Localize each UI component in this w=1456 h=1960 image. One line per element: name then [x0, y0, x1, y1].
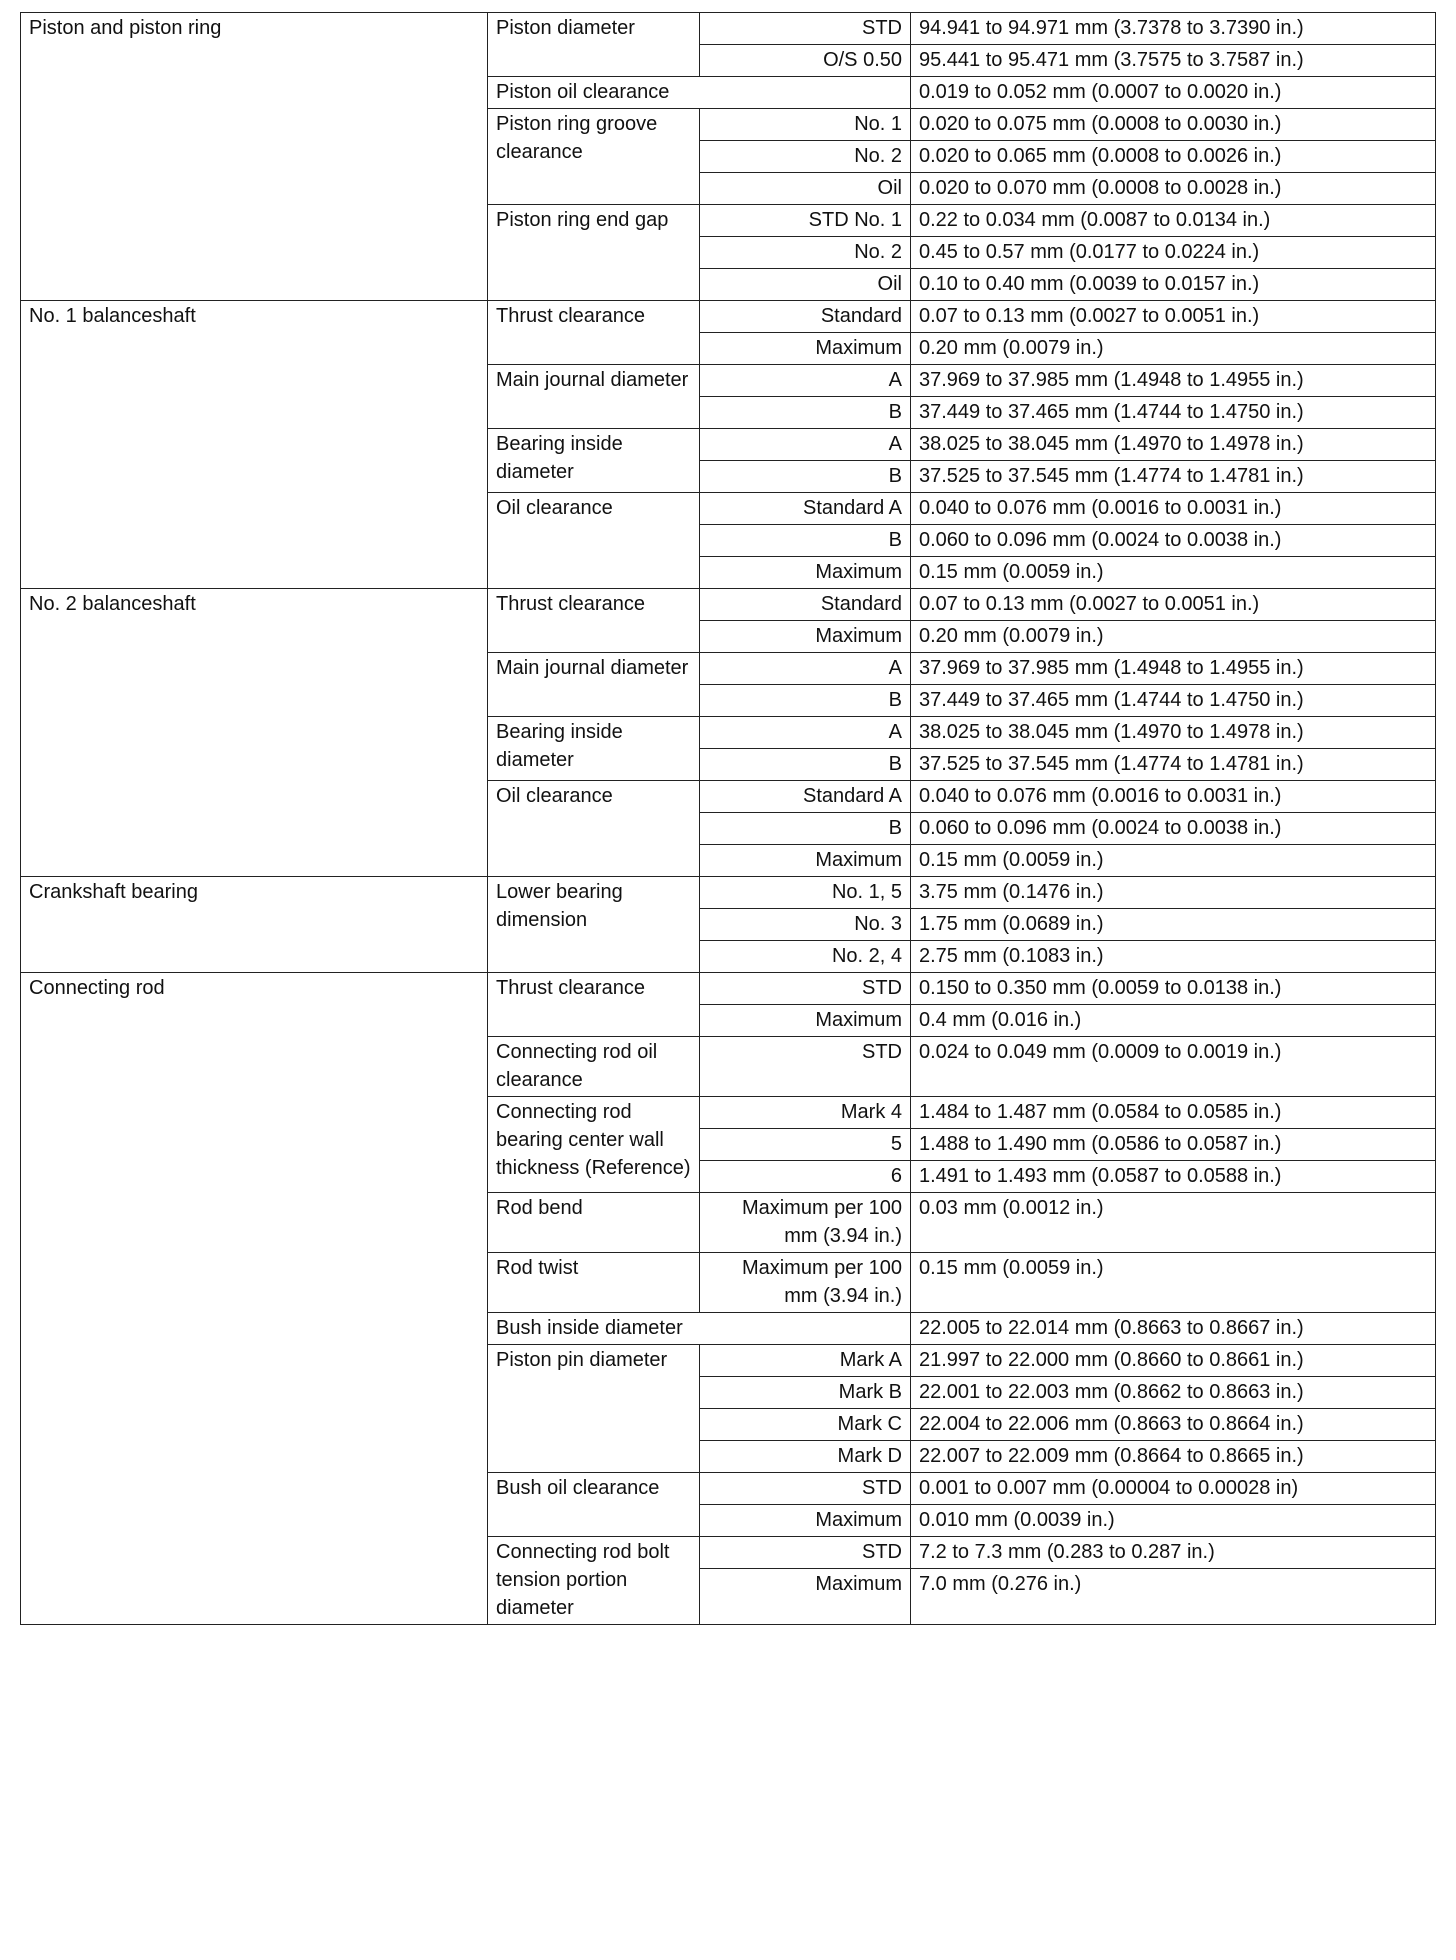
item-label: Piston ring end gap: [488, 205, 700, 301]
condition-cell: STD: [700, 1473, 911, 1505]
condition-cell: STD No. 1: [700, 205, 911, 237]
value-cell: 0.20 mm (0.0079 in.): [911, 333, 1436, 365]
item-label: Main journal diameter: [488, 653, 700, 717]
condition-cell: B: [700, 749, 911, 781]
value-cell: 1.488 to 1.490 mm (0.0586 to 0.0587 in.): [911, 1129, 1436, 1161]
condition-cell: Oil: [700, 173, 911, 205]
item-label: Rod twist: [488, 1253, 700, 1313]
value-cell: 1.75 mm (0.0689 in.): [911, 909, 1436, 941]
value-cell: 0.10 to 0.40 mm (0.0039 to 0.0157 in.): [911, 269, 1436, 301]
condition-cell: Maximum: [700, 1505, 911, 1537]
value-cell: 1.491 to 1.493 mm (0.0587 to 0.0588 in.): [911, 1161, 1436, 1193]
condition-cell: Maximum: [700, 333, 911, 365]
condition-cell: Maximum: [700, 621, 911, 653]
item-label: Main journal diameter: [488, 365, 700, 429]
condition-cell: STD: [700, 13, 911, 45]
value-cell: 2.75 mm (0.1083 in.): [911, 941, 1436, 973]
condition-cell: Mark D: [700, 1441, 911, 1473]
condition-cell: B: [700, 525, 911, 557]
condition-cell: No. 1, 5: [700, 877, 911, 909]
value-cell: 3.75 mm (0.1476 in.): [911, 877, 1436, 909]
value-cell: 0.150 to 0.350 mm (0.0059 to 0.0138 in.): [911, 973, 1436, 1005]
value-cell: 37.525 to 37.545 mm (1.4774 to 1.4781 in.): [911, 749, 1436, 781]
value-cell: 0.040 to 0.076 mm (0.0016 to 0.0031 in.): [911, 493, 1436, 525]
item-label: Piston diameter: [488, 13, 700, 77]
condition-cell: A: [700, 429, 911, 461]
condition-cell: No. 2: [700, 237, 911, 269]
item-label: Bush oil clearance: [488, 1473, 700, 1537]
condition-cell: No. 1: [700, 109, 911, 141]
condition-cell: No. 2, 4: [700, 941, 911, 973]
value-cell: 0.019 to 0.052 mm (0.0007 to 0.0020 in.): [911, 77, 1436, 109]
value-cell: 0.22 to 0.034 mm (0.0087 to 0.0134 in.): [911, 205, 1436, 237]
condition-cell: Standard A: [700, 781, 911, 813]
item-label: Thrust clearance: [488, 589, 700, 653]
condition-cell: Mark 4: [700, 1097, 911, 1129]
value-cell: 0.024 to 0.049 mm (0.0009 to 0.0019 in.): [911, 1037, 1436, 1097]
condition-cell: Maximum: [700, 557, 911, 589]
value-cell: 38.025 to 38.045 mm (1.4970 to 1.4978 in.): [911, 717, 1436, 749]
value-cell: 0.040 to 0.076 mm (0.0016 to 0.0031 in.): [911, 781, 1436, 813]
value-cell: 37.449 to 37.465 mm (1.4744 to 1.4750 in.): [911, 397, 1436, 429]
condition-cell: Maximum: [700, 1005, 911, 1037]
condition-cell: No. 3: [700, 909, 911, 941]
value-cell: 22.001 to 22.003 mm (0.8662 to 0.8663 in.): [911, 1377, 1436, 1409]
value-cell: 0.020 to 0.070 mm (0.0008 to 0.0028 in.): [911, 173, 1436, 205]
condition-cell: Oil: [700, 269, 911, 301]
table-row: [21, 877, 1436, 909]
condition-cell: O/S 0.50: [700, 45, 911, 77]
item-label: Connecting rod bolt tension portion diameter: [488, 1537, 700, 1625]
item-label: Bearing inside diameter: [488, 717, 700, 781]
value-cell: 0.45 to 0.57 mm (0.0177 to 0.0224 in.): [911, 237, 1436, 269]
item-label: Piston ring groove clearance: [488, 109, 700, 205]
value-cell: 94.941 to 94.971 mm (3.7378 to 3.7390 in.): [911, 13, 1436, 45]
item-label: Connecting rod bearing center wall thickness (Reference): [488, 1097, 700, 1193]
item-label: Piston pin diameter: [488, 1345, 700, 1473]
item-label: Connecting rod oil clearance: [488, 1037, 700, 1097]
table-row: [21, 13, 1436, 45]
value-cell: 0.010 mm (0.0039 in.): [911, 1505, 1436, 1537]
value-cell: 0.20 mm (0.0079 in.): [911, 621, 1436, 653]
value-cell: 0.001 to 0.007 mm (0.00004 to 0.00028 in): [911, 1473, 1436, 1505]
value-cell: 22.005 to 22.014 mm (0.8663 to 0.8667 in.): [911, 1313, 1436, 1345]
condition-cell: B: [700, 685, 911, 717]
condition-cell: A: [700, 365, 911, 397]
value-cell: 37.525 to 37.545 mm (1.4774 to 1.4781 in.): [911, 461, 1436, 493]
condition-cell: B: [700, 397, 911, 429]
condition-cell: STD: [700, 1537, 911, 1569]
condition-cell: Mark C: [700, 1409, 911, 1441]
value-cell: 95.441 to 95.471 mm (3.7575 to 3.7587 in.): [911, 45, 1436, 77]
value-cell: 38.025 to 38.045 mm (1.4970 to 1.4978 in.): [911, 429, 1436, 461]
condition-cell: 5: [700, 1129, 911, 1161]
table-row: [21, 301, 1436, 333]
condition-cell: Maximum: [700, 1569, 911, 1625]
value-cell: 0.15 mm (0.0059 in.): [911, 557, 1436, 589]
group-name: Connecting rod: [21, 973, 488, 1625]
table-row: [21, 589, 1436, 621]
item-label: Thrust clearance: [488, 973, 700, 1037]
condition-cell: Mark B: [700, 1377, 911, 1409]
value-cell: 0.15 mm (0.0059 in.): [911, 1253, 1436, 1313]
value-cell: 7.2 to 7.3 mm (0.283 to 0.287 in.): [911, 1537, 1436, 1569]
value-cell: 21.997 to 22.000 mm (0.8660 to 0.8661 in.): [911, 1345, 1436, 1377]
condition-cell: STD: [700, 973, 911, 1005]
value-cell: 1.484 to 1.487 mm (0.0584 to 0.0585 in.): [911, 1097, 1436, 1129]
condition-cell: Standard: [700, 301, 911, 333]
value-cell: 0.020 to 0.065 mm (0.0008 to 0.0026 in.): [911, 141, 1436, 173]
condition-cell: Standard: [700, 589, 911, 621]
item-label: Piston oil clearance: [488, 77, 911, 109]
condition-cell: No. 2: [700, 141, 911, 173]
value-cell: 0.07 to 0.13 mm (0.0027 to 0.0051 in.): [911, 589, 1436, 621]
table-row: [21, 973, 1436, 1005]
group-name: No. 2 balanceshaft: [21, 589, 488, 877]
condition-cell: B: [700, 813, 911, 845]
item-label: Oil clearance: [488, 493, 700, 589]
item-label: Rod bend: [488, 1193, 700, 1253]
value-cell: 37.969 to 37.985 mm (1.4948 to 1.4955 in.): [911, 365, 1436, 397]
condition-cell: B: [700, 461, 911, 493]
condition-cell: Mark A: [700, 1345, 911, 1377]
condition-cell: STD: [700, 1037, 911, 1097]
group-name: Piston and piston ring: [21, 13, 488, 301]
value-cell: 37.449 to 37.465 mm (1.4744 to 1.4750 in.): [911, 685, 1436, 717]
value-cell: 0.03 mm (0.0012 in.): [911, 1193, 1436, 1253]
value-cell: 0.15 mm (0.0059 in.): [911, 845, 1436, 877]
value-cell: 22.007 to 22.009 mm (0.8664 to 0.8665 in.): [911, 1441, 1436, 1473]
condition-cell: A: [700, 717, 911, 749]
condition-cell: Maximum: [700, 845, 911, 877]
value-cell: 0.060 to 0.096 mm (0.0024 to 0.0038 in.): [911, 525, 1436, 557]
condition-cell: 6: [700, 1161, 911, 1193]
value-cell: 37.969 to 37.985 mm (1.4948 to 1.4955 in.): [911, 653, 1436, 685]
value-cell: 0.020 to 0.075 mm (0.0008 to 0.0030 in.): [911, 109, 1436, 141]
group-name: Crankshaft bearing: [21, 877, 488, 973]
value-cell: 0.4 mm (0.016 in.): [911, 1005, 1436, 1037]
value-cell: 0.07 to 0.13 mm (0.0027 to 0.0051 in.): [911, 301, 1436, 333]
item-label: Bush inside diameter: [488, 1313, 911, 1345]
condition-cell: Maximum per 100 mm (3.94 in.): [700, 1193, 911, 1253]
item-label: Thrust clearance: [488, 301, 700, 365]
condition-cell: Maximum per 100 mm (3.94 in.): [700, 1253, 911, 1313]
group-name: No. 1 balanceshaft: [21, 301, 488, 589]
item-label: Bearing inside diameter: [488, 429, 700, 493]
condition-cell: A: [700, 653, 911, 685]
spec-table: [20, 12, 1436, 1625]
condition-cell: Standard A: [700, 493, 911, 525]
item-label: Oil clearance: [488, 781, 700, 877]
spec-table-body: [21, 13, 1436, 1625]
item-label: Lower bearing dimension: [488, 877, 700, 973]
value-cell: 7.0 mm (0.276 in.): [911, 1569, 1436, 1625]
value-cell: 22.004 to 22.006 mm (0.8663 to 0.8664 in.): [911, 1409, 1436, 1441]
value-cell: 0.060 to 0.096 mm (0.0024 to 0.0038 in.): [911, 813, 1436, 845]
